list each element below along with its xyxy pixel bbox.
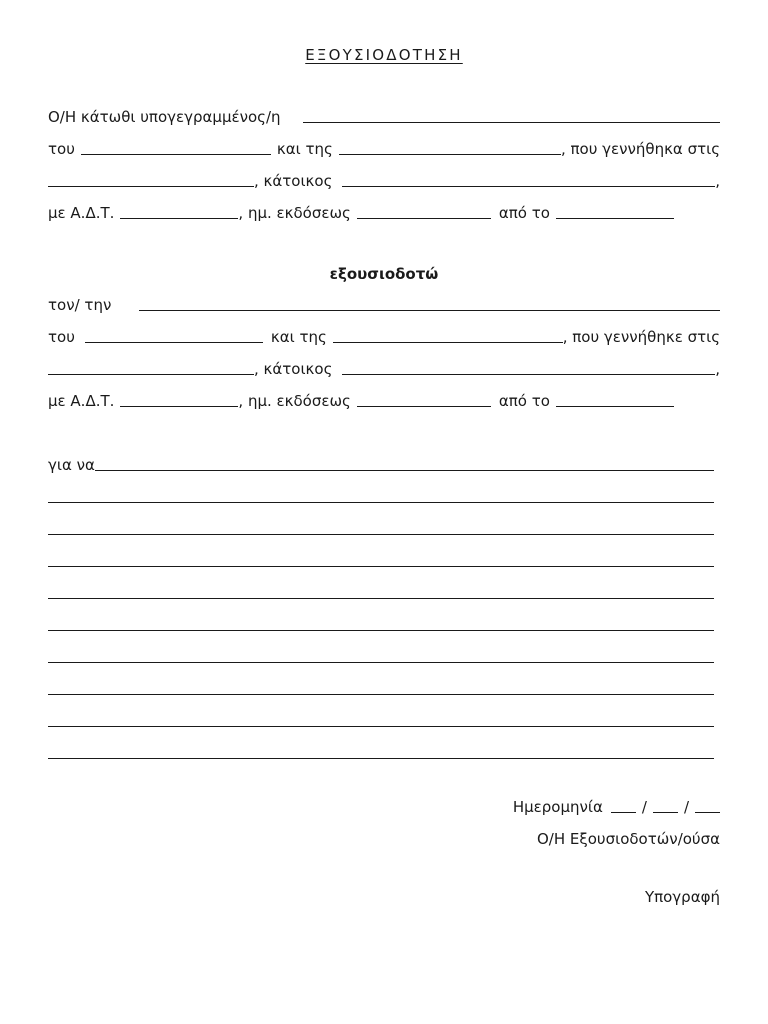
principal-name-field[interactable] — [303, 121, 720, 123]
purpose-field-line[interactable] — [48, 725, 714, 727]
principal-name-row — [48, 104, 720, 128]
signature-label: Υπογραφή — [644, 888, 720, 906]
purpose-field[interactable] — [95, 469, 714, 471]
principal-father-field[interactable] — [81, 153, 271, 155]
agent-mother-label: και της — [270, 328, 327, 346]
purpose-field-line[interactable] — [48, 661, 714, 663]
principal-residence-row: , κάτοικος , — [48, 168, 720, 192]
form-title: ΕΞΟΥΣΙΟΔΟΤΗΣΗ — [305, 46, 463, 64]
purpose-field-line[interactable] — [48, 533, 714, 535]
agent-name-field[interactable] — [139, 309, 720, 311]
agent-name-label: τον/ την — [48, 296, 112, 314]
principal-issue-label: , ημ. εκδόσεως — [238, 204, 351, 222]
principal-mother-field[interactable] — [339, 153, 561, 155]
agent-resident-label: , κάτοικος — [254, 360, 333, 378]
authorize-heading: εξουσιοδοτώ — [329, 265, 439, 283]
principal-id-field[interactable] — [120, 217, 238, 219]
agent-born-label: , που γεννήθηκε στις — [562, 328, 720, 346]
agent-residence-row: , κάτοικος , — [48, 356, 720, 380]
principal-issue-date-field[interactable] — [357, 217, 491, 219]
purpose-field-line[interactable] — [48, 501, 714, 503]
principal-authority-field[interactable] — [556, 217, 674, 219]
purpose-line — [48, 580, 714, 604]
agent-issue-date-field[interactable] — [357, 405, 491, 407]
principal-id-label: με Α.Δ.Τ. — [48, 204, 115, 222]
signature-row — [645, 884, 720, 908]
agent-id-field[interactable] — [120, 405, 238, 407]
purpose-line — [48, 644, 714, 668]
agent-name-row — [48, 292, 720, 316]
purpose-field-line[interactable] — [48, 597, 714, 599]
agent-issue-label: , ημ. εκδόσεως — [238, 392, 351, 410]
purpose-row — [48, 452, 714, 476]
agent-birthdate-field[interactable] — [48, 373, 254, 375]
purpose-line — [48, 612, 714, 636]
authorizer-label: Ο/Η Εξουσιοδοτών/ούσα — [537, 830, 720, 848]
agent-mother-field[interactable] — [333, 341, 563, 343]
date-row — [513, 794, 720, 818]
agent-father-field[interactable] — [85, 341, 263, 343]
date-separator: / — [641, 798, 647, 816]
principal-mother-label: και της — [276, 140, 333, 158]
purpose-line — [48, 740, 714, 764]
principal-born-label: , που γεννήθηκα στις — [560, 140, 720, 158]
principal-resident-label: , κάτοικος — [254, 172, 333, 190]
authorizer-row — [537, 826, 720, 850]
agent-residence-field[interactable] — [342, 373, 715, 375]
purpose-field-line[interactable] — [48, 757, 714, 759]
date-year-field[interactable] — [695, 812, 720, 813]
principal-birthdate-field[interactable] — [48, 185, 254, 187]
purpose-line — [48, 484, 714, 508]
agent-father-label: του — [48, 328, 75, 346]
agent-parents-row — [48, 324, 720, 348]
principal-id-row — [48, 200, 720, 224]
date-separator: / — [683, 798, 689, 816]
purpose-field-line[interactable] — [48, 629, 714, 631]
purpose-label: για να — [48, 456, 95, 474]
date-label: Ημερομηνία — [512, 798, 603, 816]
agent-authority-field[interactable] — [556, 405, 674, 407]
date-day-field[interactable] — [611, 812, 636, 813]
agent-id-row — [48, 388, 720, 412]
purpose-field-line[interactable] — [48, 693, 714, 695]
purpose-line — [48, 516, 714, 540]
agent-from-label: από το — [498, 392, 550, 410]
principal-name-label: Ο/Η κάτωθι υπογεγραμμένος/η — [48, 108, 281, 126]
principal-father-label: του — [48, 140, 75, 158]
agent-id-label: με Α.Δ.Τ. — [48, 392, 115, 410]
date-month-field[interactable] — [653, 812, 678, 813]
principal-residence-field[interactable] — [342, 185, 715, 187]
purpose-field-line[interactable] — [48, 565, 714, 567]
purpose-line — [48, 708, 714, 732]
purpose-line — [48, 548, 714, 572]
principal-parents-row — [48, 136, 720, 160]
principal-from-label: από το — [498, 204, 550, 222]
purpose-line — [48, 676, 714, 700]
